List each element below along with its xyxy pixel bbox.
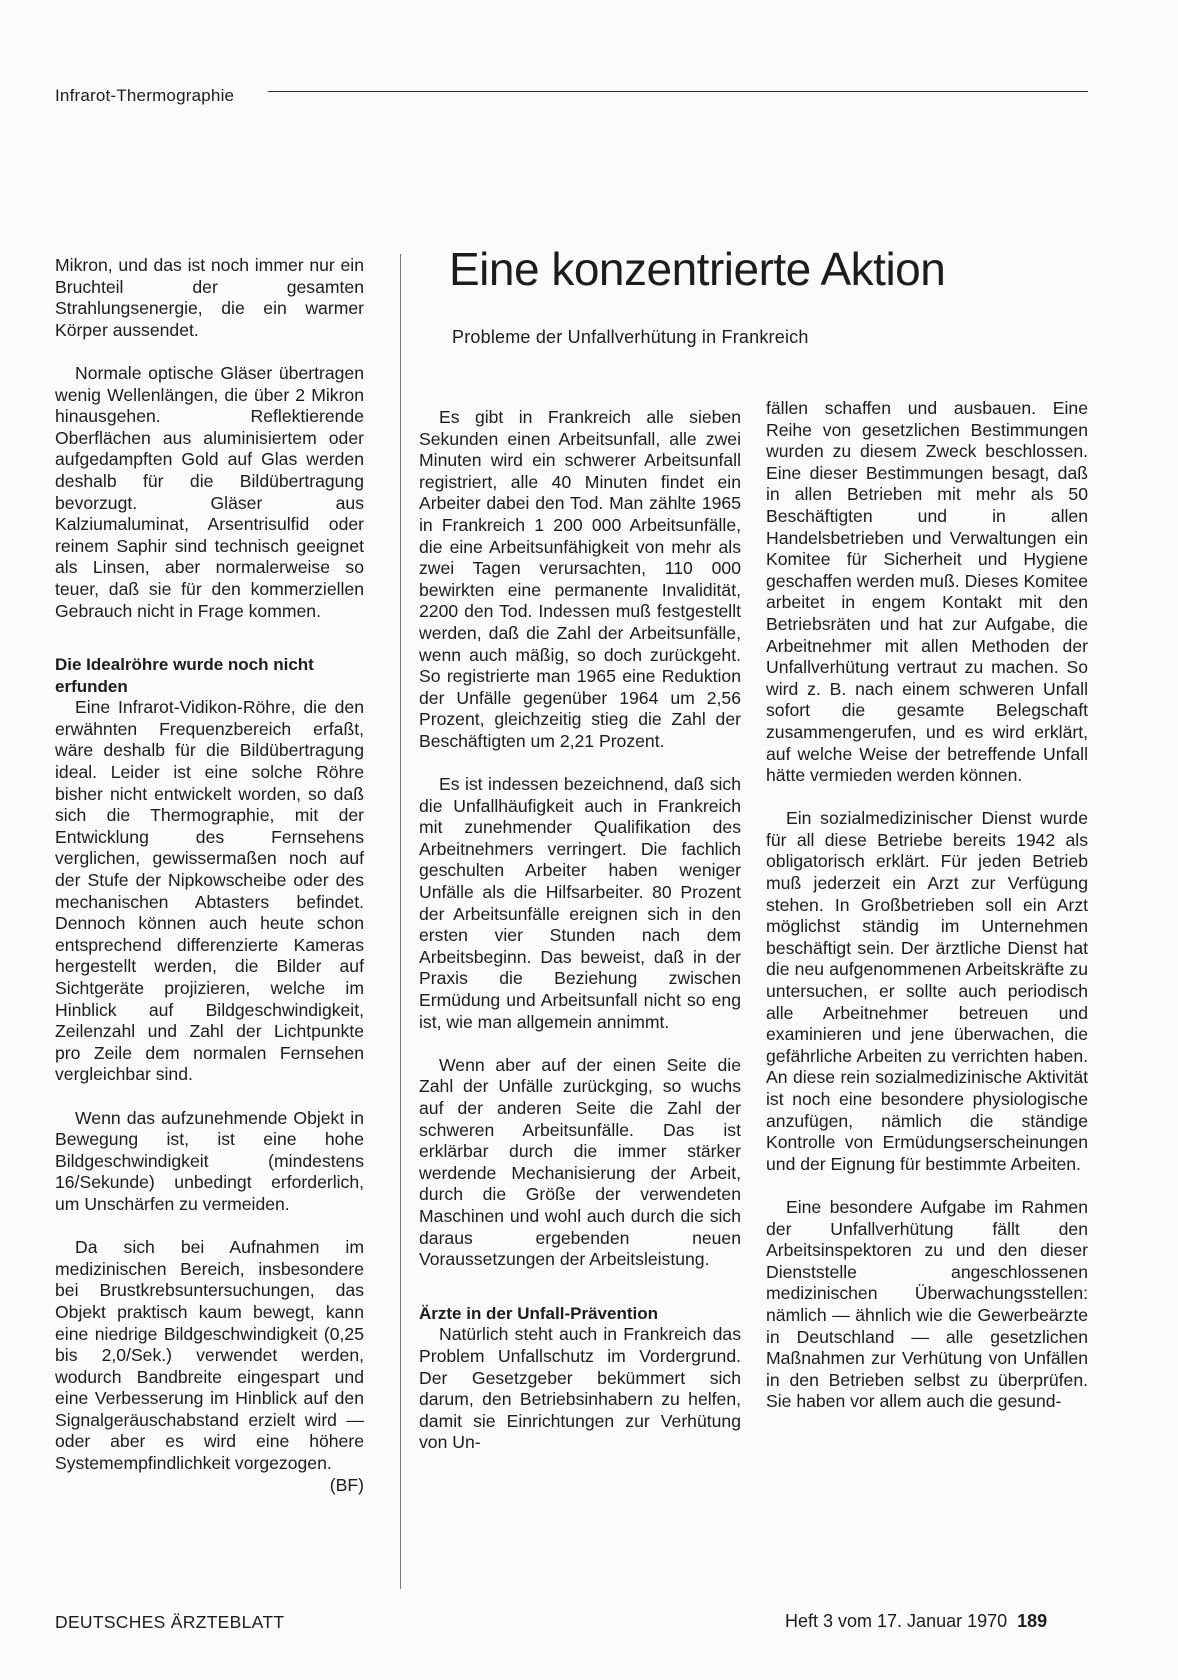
paragraph: Es ist indessen bezeichnend, daß sich die Unfallhäufigkeit auch in Frankreich mit zunehmender Qualifikation des Arbeitnehmers verringert. Die fachlich geschulten Arbeiter haben weniger Unfälle als die Hilfsarbeiter. 80 Prozent der Arbeitsunfälle ereignen sich in den ersten vier Stunden nach dem Arbeitsbeginn. Das beweist, daß in der Praxis die Beziehung zwischen Ermüdung und Arbeitsunfall nicht so eng ist, wie man allgemein annimmt. <box>419 774 741 1032</box>
right-column <box>766 398 1088 1435</box>
column-divider <box>400 254 401 1589</box>
running-header: Infrarot-Thermographie <box>55 86 235 105</box>
page-number: 189 <box>1017 1611 1048 1631</box>
paragraph: fällen schaffen und ausbauen. Eine Reihe von gesetzlichen Bestimmungen wurden zu diesem Zweck beschlossen. Eine dieser Bestimmungen besagt, daß in allen Betrieben mit mehr als 50 Beschäftigten und in allen Handelsbetrieben und Verwaltungen ein Komitee für Sicherheit und Hygiene geschaffen werden muß. Dieses Komitee arbeitet in engem Kontakt mit den Betriebsräten und hat zur Aufgabe, die Arbeitnehmer mit allen Methoden der Unfallverhütung vertraut zu machen. So wird z. B. nach einem schweren Unfall sofort die gesamte Belegschaft zusammengerufen, und es wird erklärt, auf welche Weise der betreffende Unfall hätte vermieden werden können. <box>766 398 1088 786</box>
paragraph: Es gibt in Frankreich alle sieben Sekunden einen Arbeitsunfall, alle zwei Minuten wird ein schwerer Arbeitsunfall registriert, alle 40 Minuten findet ein Arbeiter dabei den Tod. Man zählte 1965 in Frankreich 1 200 000 Arbeitsunfälle, die eine Arbeitsunfähigkeit von mehr als zwei Tagen verursachten, 110 000 bewirkten eine permanente Invalidität, 2200 den Tod. Indessen muß festgestellt werden, daß die Zahl der Arbeitsunfälle, wenn auch mäßig, so doch zurückgeht. So registrierte man 1965 eine Reduktion der Unfälle gegenüber 1964 um 2,56 Prozent, gleichzeitig stieg die Zahl der Beschäftigten um 2,21 Prozent. <box>419 407 741 751</box>
paragraph: Mikron, und das ist noch immer nur ein Bruchteil der gesamten Strahlungsenergie, die ein warmer Körper aussendet. <box>55 255 364 340</box>
paragraph: Wenn das aufzunehmende Objekt in Bewegung ist, ist eine hohe Bildgeschwindigkeit (mindestens 16/Sekunde) unbedingt erforderlich, um Unschärfen zu vermeiden. <box>55 1107 364 1214</box>
paragraph: Natürlich steht auch in Frankreich das Problem Unfallschutz im Vordergrund. Der Gesetzgeber bekümmert sich darum, den Betriebsinhabern zu helfen, damit sie Einrichtungen zur Verhütung von Un- <box>419 1324 741 1453</box>
article-title: Eine konzentrierte Aktion <box>449 243 946 295</box>
section-heading: Die Idealröhre wurde noch nicht erfunden <box>55 655 314 696</box>
paragraph: Normale optische Gläser übertragen wenig Wellenlängen, die über 2 Mikron hinausgehen. Reflektierende Oberflächen aus aluminisiertem oder aufgedampften Gold auf Glas werden deshalb für die Bildübertragung bevorzugt. Gläser aus Kalziumaluminat, Arsentrisulfid oder reinem Saphir sind technisch geeignet als Linsen, aber normalerweise so teuer, daß sie für den kommerziellen Gebrauch nicht in Frage kommen. <box>55 362 364 621</box>
header-rule <box>268 91 1088 92</box>
paragraph-text: Da sich bei Aufnahmen im medizinischen Bereich, insbesondere bei Brustkrebsuntersuchungen, das Objekt praktisch kaum bewegt, kann eine niedrige Bildgeschwindigkeit (0,25 bis 2,0/Sek.) verwendet werden, wodurch Bandbreite eingespart und eine Verbesserung im Hinblick auf den Signalgeräuschabstand erzielt wird — oder aber es wird eine höhere Systemempfindlichkeit vorgezogen. <box>55 1237 364 1474</box>
issue-info <box>785 1611 1047 1632</box>
paragraph: Eine Infrarot-Vidikon-Röhre, die den erwähnten Frequenzbereich erfaßt, wäre deshalb für die Bildübertragung ideal. Leider ist eine solche Röhre bisher nicht entwickelt worden, so daß sich die Thermographie, mit der Entwicklung des Fernsehens verglichen, gewissermaßen noch auf der Stufe der Nipkowscheibe oder des mechanischen Abtasters befindet. Dennoch können auch heute schon entsprechend differenzierte Kameras hergestellt werden, die Bilder auf Sichtgeräte projizieren, welche im Hinblick auf Bildgeschwindigkeit, Zeilenzahl und Zahl der Lichtpunkte pro Zeile dem normalen Fernsehen vergleichbar sind. <box>55 697 364 1085</box>
paragraph <box>55 1237 364 1495</box>
journal-name: DEUTSCHES ÄRZTEBLATT <box>55 1612 285 1632</box>
article-subtitle: Probleme der Unfallverhütung in Frankreich <box>452 327 809 347</box>
author-initials: (BF) <box>329 1474 364 1495</box>
middle-column <box>419 407 741 1476</box>
paragraph: Wenn aber auf der einen Seite die Zahl der Unfälle zurückging, so wuchs auf der anderen Seite die Zahl der schweren Arbeitsunfälle. Das ist erklärbar durch die immer stärker werdende Mechanisierung der Arbeit, durch die Größe der verwendeten Maschinen und wohl auch durch die sich daraus ergebenden neuen Voraussetzungen der Arbeitsleistung. <box>419 1054 741 1270</box>
paragraph: Eine besondere Aufgabe im Rahmen der Unfallverhütung fällt den Arbeitsinspektoren zu und den dieser Dienststelle angeschlossenen medizinischen Überwachungsstellen: nämlich — ähnlich wie die Gewerbeärzte in Deutschland — alle gesetzlichen Maßnahmen zur Verhütung von Unfällen in den Betrieben selbst zu überprüfen. Sie haben vor allem auch die gesund- <box>766 1196 1088 1412</box>
issue-date: Heft 3 vom 17. Januar 1970 <box>785 1611 1008 1631</box>
paragraph: Ein sozialmedizinischer Dienst wurde für all diese Betriebe bereits 1942 als obligatorisch erklärt. Für jeden Betrieb muß jederzeit ein Arzt zur Verfügung stehen. In Großbetrieben soll ein Arzt möglichst ständig im Unternehmen beschäftigt sein. Der ärztliche Dienst hat die neu aufgenommenen Arbeitskräfte zu untersuchen, er sollte auch periodisch alle Arbeitnehmer betreuen und examinieren und jene überwachen, die gefährliche Arbeiten zu verrichten haben. An diese rein sozialmedizinische Aktivität ist noch eine besondere physiologische anzufügen, nämlich die ständige Kontrolle von Ermüdungserscheinungen und der Eignung für bestimmte Arbeiten. <box>766 808 1088 1174</box>
left-column <box>55 255 364 1496</box>
section-heading: Ärzte in der Unfall-Prävention <box>419 1303 658 1323</box>
